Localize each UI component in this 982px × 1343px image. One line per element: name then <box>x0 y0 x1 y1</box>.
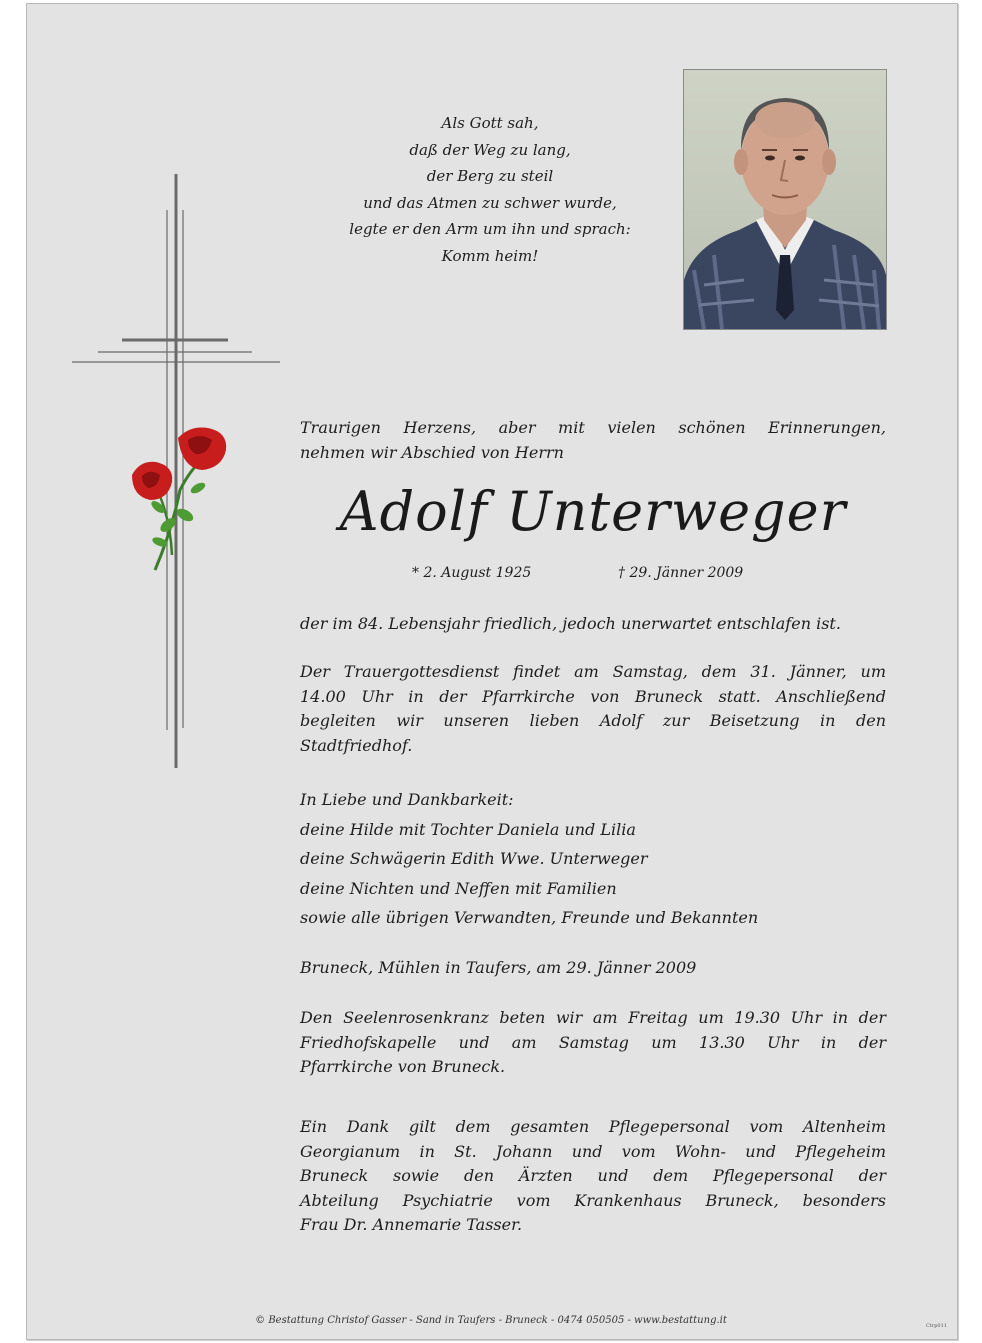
service-line: Stadtfriedhof. <box>300 735 413 755</box>
age-line: der im 84. Lebensjahr friedlich, jedoch unerwartet entschlafen ist. <box>300 614 841 633</box>
thanks-line: Bruneck sowie den Ärzten und dem Pflegepersonal der <box>300 1166 886 1185</box>
family-line: deine Hilde mit Tochter Daniela und Lilia <box>300 819 636 839</box>
poem-line: der Berg zu steil <box>426 167 554 185</box>
intro-line: nehmen wir Abschied von Herrn <box>300 443 564 462</box>
poem-line: daß der Weg zu lang, <box>409 140 571 159</box>
poem <box>330 110 650 269</box>
family-line: sowie alle übrigen Verwandten, Freunde und Bekannten <box>300 908 759 928</box>
service-line: 14.00 Uhr in der Pfarrkirche von Bruneck statt. Anschließend <box>300 686 886 706</box>
thanks-line: Abteilung Psychiatrie vom Krankenhaus Bruneck, besonders <box>300 1190 886 1210</box>
service-line: Der Trauergottesdienst findet am Samstag, dem 31. Jänner, um <box>300 662 886 681</box>
poem-line: Komm heim! <box>441 246 539 265</box>
family-heading: In Liebe und Dankbarkeit: <box>300 790 514 809</box>
poem-line: und das Atmen zu schwer wurde, <box>363 193 617 212</box>
service-line: begleiten wir unseren lieben Adolf zur Beisetzung in den <box>300 711 886 730</box>
rosary-paragraph <box>300 1006 886 1080</box>
cross-with-roses <box>60 170 290 780</box>
rose-icon <box>132 427 226 570</box>
portrait-photo <box>683 69 887 330</box>
thanks-line: Georgianum in St. Johann und vom Wohn- und Pflegeheim <box>300 1141 886 1161</box>
intro-line: Traurigen Herzens, aber mit vielen schönen Erinnerungen, <box>300 418 886 437</box>
thanks-line: Ein Dank gilt dem gesamten Pflegepersonal vom Altenheim <box>300 1117 886 1136</box>
family-line: deine Nichten und Neffen mit Familien <box>300 878 617 898</box>
footer-credit: © Bestattung Christof Gasser - Sand in Taufers - Bruneck - 0474 050505 - www.bestattung.it <box>255 1315 727 1326</box>
family-line: deine Schwägerin Edith Wwe. Unterweger <box>300 849 648 869</box>
family-section <box>300 785 886 933</box>
thanks-line: Frau Dr. Annemarie Tasser. <box>300 1215 523 1234</box>
birth-date: * 2. August 1925 <box>412 565 532 581</box>
rosary-line: Friedhofskapelle und am Samstag um 13.30 Uhr in der <box>300 1032 886 1052</box>
service-paragraph <box>300 660 886 758</box>
rosary-line: Den Seelenrosenkranz beten wir am Freitag um 19.30 Uhr in der <box>300 1008 886 1027</box>
intro <box>300 415 886 465</box>
template-code: Ctrp011 <box>926 1323 947 1329</box>
place-date: Bruneck, Mühlen in Taufers, am 29. Jänner 2009 <box>300 958 697 977</box>
thanks-paragraph <box>300 1115 886 1238</box>
deceased-name: Adolf Unterweger <box>339 480 847 543</box>
death-date: † 29. Jänner 2009 <box>618 565 744 581</box>
poem-line: legte er den Arm um ihn und sprach: <box>349 220 631 238</box>
poem-line: Als Gott sah, <box>441 114 539 132</box>
cross-icon <box>72 174 280 768</box>
rosary-line: Pfarrkirche von Bruneck. <box>300 1057 506 1076</box>
